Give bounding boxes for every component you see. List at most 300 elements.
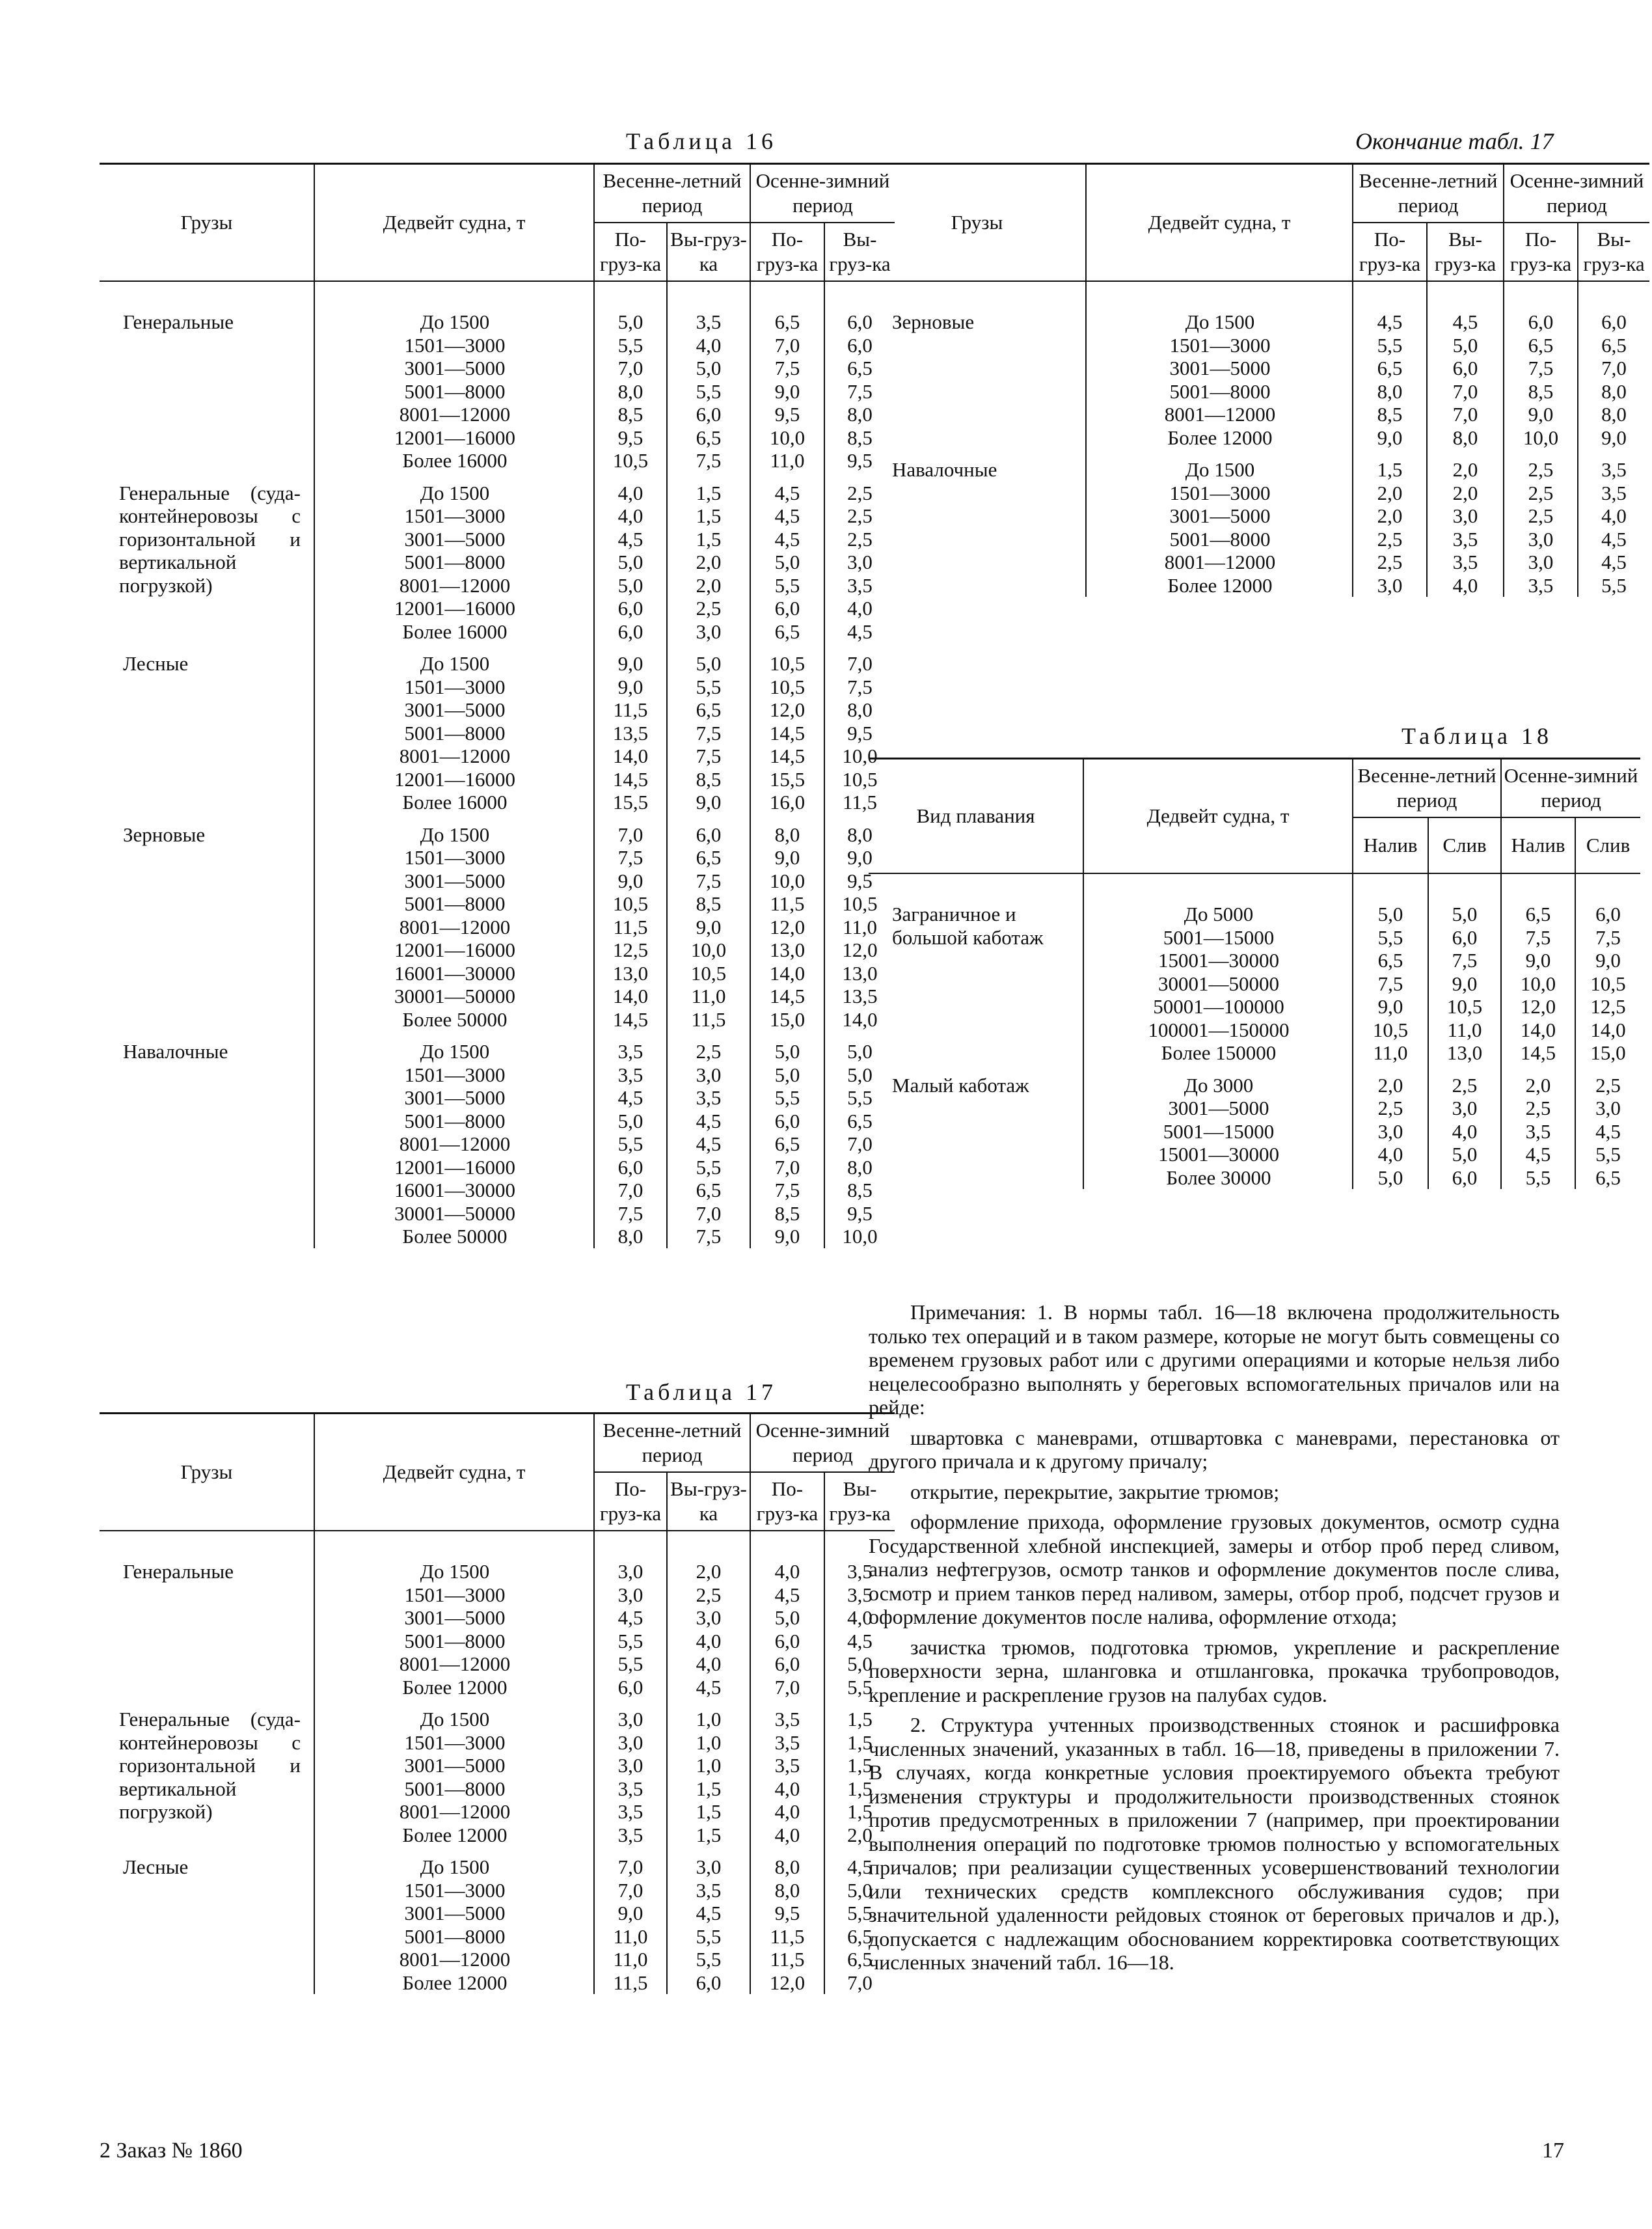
value-cell: 5,0 [594,1110,667,1133]
header-unloading: Вы-груз-ка [1578,223,1649,281]
value-cell: 7,5 [750,1179,824,1202]
header-unloading: Вы-груз-ка [667,1472,750,1531]
deadweight-cell: 1501—3000 [314,334,594,357]
deadweight-cell: 1501—3000 [314,1583,594,1607]
value-cell: 2,5 [1501,1097,1575,1120]
deadweight-cell: 5001—8000 [314,380,594,403]
value-cell: 4,0 [1353,1143,1428,1166]
value-cell: 7,0 [594,1179,667,1202]
group-label: Малый каботаж [892,1073,1029,1097]
deadweight-cell: 3001—5000 [314,1902,594,1925]
deadweight-cell: 1501—3000 [314,1731,594,1755]
group-label: Заграничное и большой каботаж [892,903,1044,949]
value-cell: 3,5 [750,1754,824,1777]
value-cell: 15,5 [594,791,667,814]
value-cell: 3,5 [824,1583,895,1607]
header-filling: Налив [1353,817,1428,873]
value-cell: 11,0 [594,1925,667,1949]
value-cell: 6,0 [750,1630,824,1653]
deadweight-cell: 3001—5000 [314,528,594,551]
value-cell: 9,0 [667,916,750,939]
deadweight-cell: 5001—15000 [1083,1120,1353,1143]
header-unloading: Вы-груз-ка [1427,223,1504,281]
header-spring-summer: Весенне-летний период [1353,759,1501,818]
table-row [869,310,1649,334]
deadweight-cell: До 1500 [314,1040,594,1063]
value-cell: 5,0 [1353,903,1428,926]
deadweight-cell: 1501—3000 [314,1063,594,1087]
value-cell: 1,5 [667,528,750,551]
value-cell: 4,0 [824,1606,895,1630]
value-cell: 5,0 [824,1879,895,1902]
value-cell: 3,5 [667,310,750,334]
value-cell: 10,0 [750,426,824,450]
value-cell: 13,5 [594,722,667,745]
value-cell: 6,0 [1578,310,1649,334]
deadweight-cell: 12001—16000 [314,1156,594,1179]
deadweight-cell: 15001—30000 [1083,1143,1353,1166]
value-cell: 9,5 [750,403,824,426]
value-cell: 4,5 [1578,551,1649,574]
value-cell: 8,5 [667,892,750,916]
note-1-item-mooring: швартовка с маневрами, отшвартовка с маневрами, перестановка от другого причала и к другому причалу; [869,1425,1560,1473]
value-cell: 3,0 [1504,528,1578,551]
value-cell: 7,0 [750,1676,824,1699]
value-cell: 5,0 [824,1652,895,1676]
value-cell: 4,0 [750,1777,824,1801]
value-cell: 7,0 [824,1132,895,1156]
value-cell: 8,0 [824,823,895,847]
deadweight-cell: 3001—5000 [1083,1097,1353,1120]
value-cell: 2,0 [667,1560,750,1583]
value-cell: 4,0 [594,482,667,505]
value-cell: 14,5 [750,722,824,745]
value-cell: 1,5 [824,1800,895,1824]
table-17-end-caption: Окончание табл. 17 [1355,128,1554,154]
value-cell: 14,0 [594,745,667,768]
group-label: Зерновые [892,310,975,333]
value-cell: 3,0 [594,1708,667,1731]
value-cell: 4,0 [1578,504,1649,528]
value-cell: 3,5 [1578,482,1649,505]
value-cell: 8,5 [824,1179,895,1202]
header-spring-summer: Весенне-летний период [1353,164,1504,223]
value-cell: 1,5 [667,1800,750,1824]
value-cell: 8,0 [1353,380,1427,403]
value-cell: 11,5 [750,1948,824,1971]
deadweight-cell: 12001—16000 [314,597,594,620]
header-unloading: Вы-груз-ка [824,223,895,281]
value-cell: 3,5 [594,1800,667,1824]
value-cell: 14,5 [750,745,824,768]
value-cell: 9,5 [824,722,895,745]
value-cell: 5,0 [667,652,750,676]
note-1-item-cleaning: зачистка трюмов, подготовка трюмов, укрепление и раскрепление поверхности зерна, шланговка и отшланговка, прокачка трубопроводов, крепление и раскрепление грузов на палубах судов. [869,1635,1560,1706]
deadweight-cell: 5001—8000 [1086,528,1353,551]
value-cell: 6,5 [1578,334,1649,357]
value-cell: 5,5 [667,1925,750,1949]
deadweight-cell: 3001—5000 [314,1086,594,1110]
value-cell: 6,0 [824,334,895,357]
header-filling: Налив [1501,817,1575,873]
value-cell: 3,5 [750,1731,824,1755]
deadweight-cell: Более 50000 [314,1225,594,1248]
group-label: Генеральные [123,1560,234,1583]
value-cell: 10,5 [1353,1019,1428,1042]
value-cell: 1,5 [1353,458,1427,482]
header-loading: По-груз-ка [594,1472,667,1531]
value-cell: 3,5 [824,574,895,597]
value-cell: 8,0 [824,698,895,722]
header-cargo: Грузы [100,1414,314,1531]
deadweight-cell: 1501—3000 [314,1879,594,1902]
header-navigation-type: Вид плавания [869,759,1083,874]
deadweight-cell: 12001—16000 [314,768,594,791]
header-draining: Слив [1428,817,1501,873]
value-cell: 4,0 [667,1630,750,1653]
header-deadweight: Дедвейт судна, т [314,1414,594,1531]
value-cell: 3,0 [594,1583,667,1607]
deadweight-cell: 8001—12000 [314,1800,594,1824]
table-row [100,1708,895,1731]
value-cell: 7,5 [667,869,750,893]
value-cell: 4,5 [750,482,824,505]
deadweight-cell: Более 150000 [1083,1041,1353,1065]
value-cell: 6,5 [1501,903,1575,926]
value-cell: 15,0 [1575,1041,1640,1065]
value-cell: 9,5 [594,426,667,450]
value-cell: 5,0 [824,1040,895,1063]
value-cell: 9,0 [594,652,667,676]
value-cell: 12,0 [1501,995,1575,1019]
value-cell: 7,5 [1353,972,1428,996]
value-cell: 3,0 [1428,1097,1501,1120]
value-cell: 1,5 [824,1708,895,1731]
table-row [869,903,1640,926]
value-cell: 14,0 [824,1008,895,1032]
value-cell: 11,5 [594,1971,667,1995]
value-cell: 2,0 [667,574,750,597]
deadweight-cell: 5001—8000 [314,1110,594,1133]
group-label: Генеральные (суда-контейнеровозы с горизонтальной и вертикальной погрузкой) [119,481,301,597]
value-cell: 5,5 [750,1086,824,1110]
header-deadweight: Дедвейт судна, т [1083,759,1353,874]
value-cell: 7,5 [1428,949,1501,972]
group-label: Навалочные [123,1040,228,1063]
value-cell: 6,0 [594,1676,667,1699]
deadweight-cell: 100001—150000 [1083,1019,1353,1042]
value-cell: 7,0 [1578,357,1649,380]
value-cell: 6,5 [1353,357,1427,380]
value-cell: 8,5 [594,403,667,426]
deadweight-cell: 1501—3000 [314,846,594,869]
deadweight-cell: 8001—12000 [314,574,594,597]
deadweight-cell: 8001—12000 [314,1132,594,1156]
value-cell: 3,5 [594,1777,667,1801]
note-1-item-documents: оформление прихода, оформление грузовых документов, осмотр судна Государственной хлебной инспекцией, замеры и отбор проб перед сливом, анализ нефтегрузов, осмотр танков и оформление документов после слива, осмотр и прием танков перед наливом, замеры, отбор проб, подсчет грузов и оформление документов после налива, оформление отхода; [869,1510,1560,1628]
deadweight-cell: Более 50000 [314,1008,594,1032]
value-cell: 7,5 [1575,926,1640,950]
value-cell: 4,5 [1353,310,1427,334]
value-cell: 3,0 [1353,574,1427,597]
deadweight-cell: До 1500 [1086,310,1353,334]
value-cell: 8,0 [750,1855,824,1879]
value-cell: 10,5 [594,892,667,916]
value-cell: 3,5 [824,1560,895,1583]
value-cell: 5,5 [667,1948,750,1971]
deadweight-cell: До 1500 [314,652,594,676]
value-cell: 5,0 [594,310,667,334]
value-cell: 5,5 [594,1630,667,1653]
value-cell: 5,5 [824,1902,895,1925]
value-cell: 9,5 [750,1902,824,1925]
value-cell: 3,0 [667,1063,750,1087]
deadweight-cell: 12001—16000 [314,426,594,450]
value-cell: 5,0 [750,1063,824,1087]
header-autumn-winter: Осенне-зимний период [750,1414,895,1473]
value-cell: 5,5 [1353,334,1427,357]
value-cell: 14,5 [1501,1041,1575,1065]
value-cell: 11,5 [594,698,667,722]
deadweight-cell: Более 16000 [314,620,594,644]
value-cell: 5,5 [594,1132,667,1156]
deadweight-cell: До 1500 [314,823,594,847]
value-cell: 1,5 [667,1824,750,1847]
value-cell: 2,5 [667,1583,750,1607]
value-cell: 3,5 [1578,458,1649,482]
header-unloading: Вы-груз-ка [667,223,750,281]
value-cell: 2,5 [1428,1074,1501,1097]
value-cell: 6,5 [824,1110,895,1133]
header-loading: По-груз-ка [594,223,667,281]
deadweight-cell: 3001—5000 [314,869,594,893]
table-17 [100,1412,895,1994]
value-cell: 9,0 [824,846,895,869]
value-cell: 5,0 [750,1606,824,1630]
deadweight-cell: 3001—5000 [1086,504,1353,528]
value-cell: 10,5 [824,892,895,916]
value-cell: 5,0 [1428,903,1501,926]
value-cell: 7,5 [594,846,667,869]
deadweight-cell: До 1500 [314,1708,594,1731]
header-spring-summer: Весенне-летний период [594,1414,750,1473]
value-cell: 5,0 [1428,1143,1501,1166]
value-cell: 8,0 [594,1225,667,1248]
value-cell: 6,0 [1428,926,1501,950]
table-row [100,1855,895,1879]
value-cell: 4,5 [594,528,667,551]
header-cargo: Грузы [869,164,1086,282]
value-cell: 8,0 [1427,426,1504,450]
value-cell: 7,0 [594,357,667,380]
value-cell: 7,0 [594,1879,667,1902]
value-cell: 2,5 [667,597,750,620]
value-cell: 7,0 [594,823,667,847]
value-cell: 10,5 [1575,972,1640,996]
value-cell: 16,0 [750,791,824,814]
note-1: Примечания: 1. В нормы табл. 16—18 включена продолжительность только тех операций и в таком размере, которые не могут быть совмещены со временем грузовых работ или с другими операциями и которые нельзя либо нецелесообразно выполнять у береговых вспомогательных причалов или на рейде: [869,1300,1560,1419]
value-cell: 9,0 [1575,949,1640,972]
value-cell: 3,0 [1504,551,1578,574]
table-row [100,310,895,334]
value-cell: 13,5 [824,985,895,1008]
value-cell: 3,0 [594,1731,667,1755]
value-cell: 8,5 [1353,403,1427,426]
group-label: Лесные [123,652,189,675]
value-cell: 12,0 [824,938,895,962]
value-cell: 6,0 [824,310,895,334]
header-autumn-winter: Осенне-зимний период [1504,164,1649,223]
value-cell: 13,0 [824,962,895,985]
table-row [100,1560,895,1583]
header-loading: По-груз-ка [1353,223,1427,281]
value-cell: 12,0 [750,916,824,939]
value-cell: 11,0 [1353,1041,1428,1065]
value-cell: 2,0 [824,1824,895,1847]
value-cell: 1,0 [667,1754,750,1777]
deadweight-cell: 15001—30000 [1083,949,1353,972]
value-cell: 7,0 [750,1156,824,1179]
deadweight-cell: 1501—3000 [314,676,594,699]
value-cell: 5,5 [594,1652,667,1676]
deadweight-cell: 50001—100000 [1083,995,1353,1019]
value-cell: 3,5 [667,1879,750,1902]
deadweight-cell: Более 16000 [314,791,594,814]
value-cell: 4,0 [1427,574,1504,597]
note-1-item-hatches: открытие, перекрытие, закрытие трюмов; [910,1479,1280,1503]
value-cell: 6,5 [667,1179,750,1202]
value-cell: 7,0 [1427,403,1504,426]
value-cell: 6,0 [750,1652,824,1676]
value-cell: 3,5 [667,1086,750,1110]
value-cell: 5,5 [1575,1143,1640,1166]
note-2: 2. Структура учтенных производственных стоянок и расшифровка численных значений, указанных в табл. 16—18, приведены в приложении 7. В случаях, когда конкретные условия проектируемого объекта требуют изменения структуры и продолжительности производственных стоянок против предусмотренных в приложении 7 (например, при проектировании выполнения операций по подготовке трюмов полностью у вспомогательных причалов; при реализации существенных усовершенствований технологии или технических средств комплексного обслуживания судов; при значительной удаленности рейдовых стоянок от береговых причалов и др.), допускается с надлежащим обоснованием корректировка соответствующих численных значений табл. 16—18. [869,1713,1560,1974]
value-cell: 5,0 [824,1063,895,1087]
value-cell: 10,0 [1501,972,1575,996]
deadweight-cell: 8001—12000 [1086,551,1353,574]
value-cell: 6,5 [667,426,750,450]
value-cell: 5,0 [1353,1166,1428,1190]
value-cell: 15,5 [750,768,824,791]
value-cell: 3,5 [1504,574,1578,597]
value-cell: 6,0 [667,403,750,426]
value-cell: 9,0 [1578,426,1649,450]
value-cell: 12,5 [1575,995,1640,1019]
value-cell: 10,0 [824,745,895,768]
value-cell: 7,5 [750,357,824,380]
value-cell: 4,5 [1427,310,1504,334]
value-cell: 9,0 [667,791,750,814]
deadweight-cell: 8001—12000 [314,916,594,939]
value-cell: 7,5 [1504,357,1578,380]
value-cell: 2,5 [1353,551,1427,574]
deadweight-cell: 8001—12000 [314,1948,594,1971]
value-cell: 10,0 [667,938,750,962]
deadweight-cell: 3001—5000 [314,698,594,722]
header-loading: По-груз-ка [750,1472,824,1531]
header-loading: По-груз-ка [1504,223,1578,281]
value-cell: 6,5 [1353,949,1428,972]
value-cell: 6,0 [667,823,750,847]
deadweight-cell: 30001—50000 [314,985,594,1008]
value-cell: 5,5 [667,1156,750,1179]
deadweight-cell: Более 12000 [1086,426,1353,450]
value-cell: 11,0 [594,1948,667,1971]
value-cell: 4,0 [750,1560,824,1583]
value-cell: 2,5 [667,1040,750,1063]
value-cell: 2,5 [824,504,895,528]
deadweight-cell: Более 12000 [314,1971,594,1995]
value-cell: 9,0 [1428,972,1501,996]
value-cell: 6,5 [750,310,824,334]
value-cell: 8,0 [1578,403,1649,426]
value-cell: 3,5 [1427,551,1504,574]
value-cell: 6,0 [594,620,667,644]
deadweight-cell: 3001—5000 [314,1606,594,1630]
value-cell: 4,0 [1428,1120,1501,1143]
value-cell: 5,5 [1353,926,1428,950]
value-cell: 9,0 [594,869,667,893]
value-cell: 11,5 [750,1925,824,1949]
value-cell: 4,5 [750,504,824,528]
value-cell: 3,0 [1427,504,1504,528]
deadweight-cell: 16001—30000 [314,1179,594,1202]
value-cell: 2,0 [1353,482,1427,505]
deadweight-cell: До 1500 [1086,458,1353,482]
value-cell: 10,0 [750,869,824,893]
value-cell: 11,0 [824,916,895,939]
table-row [100,482,895,505]
value-cell: 2,5 [1353,528,1427,551]
value-cell: 14,5 [594,768,667,791]
deadweight-cell: 5001—8000 [314,1630,594,1653]
deadweight-cell: До 5000 [1083,903,1353,926]
value-cell: 3,0 [824,551,895,574]
notes-block [869,1300,1560,1981]
value-cell: 3,0 [667,1855,750,1879]
value-cell: 4,5 [1575,1120,1640,1143]
value-cell: 4,0 [667,1652,750,1676]
table-17-end [869,163,1649,597]
value-cell: 10,5 [1428,995,1501,1019]
value-cell: 3,0 [667,1606,750,1630]
value-cell: 6,0 [1428,1166,1501,1190]
value-cell: 4,5 [667,1902,750,1925]
value-cell: 2,5 [824,482,895,505]
value-cell: 7,5 [667,1225,750,1248]
value-cell: 3,5 [1427,528,1504,551]
value-cell: 2,0 [1353,504,1427,528]
value-cell: 6,0 [1575,903,1640,926]
value-cell: 4,5 [750,1583,824,1607]
deadweight-cell: До 1500 [314,1560,594,1583]
value-cell: 8,0 [824,1156,895,1179]
deadweight-cell: 16001—30000 [314,962,594,985]
value-cell: 10,5 [750,652,824,676]
value-cell: 10,5 [594,449,667,472]
value-cell: 6,5 [667,698,750,722]
value-cell: 4,5 [750,528,824,551]
value-cell: 1,5 [667,1777,750,1801]
value-cell: 1,5 [667,504,750,528]
value-cell: 5,0 [594,551,667,574]
value-cell: 8,0 [1578,380,1649,403]
value-cell: 9,0 [750,380,824,403]
value-cell: 9,0 [750,846,824,869]
value-cell: 4,0 [824,597,895,620]
value-cell: 7,0 [824,652,895,676]
value-cell: 11,0 [1428,1019,1501,1042]
